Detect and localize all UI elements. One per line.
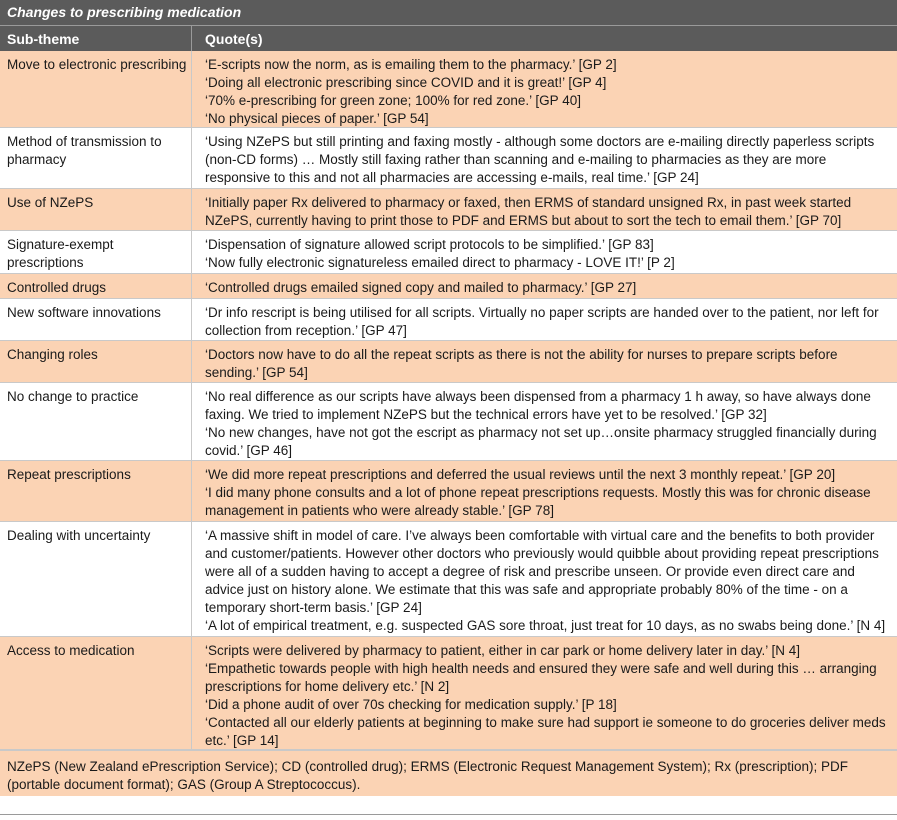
quote: ‘E-scripts now the norm, as is emailing them to the pharmacy.’ [GP 2]: [205, 57, 617, 72]
table-row: [0, 341, 897, 383]
quote: ‘We did more repeat prescriptions and deferred the usual reviews until the next 3 monthly repeat.’ [GP 20]: [205, 467, 836, 482]
quote: ‘Initially paper Rx delivered to pharmacy or faxed, then ERMS of standard unsigned Rx, in past week started NZePS, currently having to print those to PDF and ERMS but about to sort the tech to email them.’ [GP 70]: [205, 195, 852, 228]
quote: ‘Doctors now have to do all the repeat scripts as there is not the ability for nurses to prepare scripts before sending.’ [GP 54]: [205, 347, 838, 380]
quote: ‘Did a phone audit of over 70s checking for medication supply.’ [P 18]: [205, 697, 617, 712]
row-subtheme: Dealing with uncertainty: [0, 522, 192, 636]
table-row: [0, 299, 897, 341]
row-quotes: [192, 383, 897, 460]
quote: ‘Contacted all our elderly patients at beginning to make sure had support ie someone to do groceries deliver meds etc.’ [GP 14]: [205, 715, 886, 748]
table-row: [0, 189, 897, 231]
row-quotes: [192, 189, 897, 230]
quote: ‘A lot of empirical treatment, e.g. suspected GAS sore throat, just treat for 10 days, as no swabs being done.’ [N 4]: [205, 618, 886, 633]
bottom-rule: [0, 814, 897, 815]
row-subtheme: Method of transmission to pharmacy: [0, 128, 192, 188]
table-row: [0, 231, 897, 274]
row-subtheme: Signature-exempt prescriptions: [0, 231, 192, 273]
quote: ‘Doing all electronic prescribing since COVID and it is great!’ [GP 4]: [205, 75, 607, 90]
table-row: [0, 522, 897, 637]
table-row: [0, 51, 897, 128]
row-quotes: [192, 299, 897, 340]
quote: ‘Controlled drugs emailed signed copy and mailed to pharmacy.’ [GP 27]: [205, 280, 637, 295]
quote: ‘Using NZePS but still printing and faxing mostly - although some doctors are e-mailing directly paperless scripts (non-CD forms) … Mostly still faxing rather than scanning and e-mailing to pharmacies as they are more responsive to this and not all pharmacies are accessing e-mails, real time.’ [GP 24]: [205, 134, 875, 185]
table-header-row: [0, 25, 897, 51]
row-quotes: [192, 274, 897, 298]
row-quotes: [192, 637, 897, 749]
quote: ‘70% e-prescribing for green zone; 100% for red zone.’ [GP 40]: [205, 93, 581, 108]
row-subtheme: No change to practice: [0, 383, 192, 460]
row-subtheme: Move to electronic prescribing: [0, 51, 192, 127]
row-subtheme: Access to medication: [0, 637, 192, 749]
quote: ‘A massive shift in model of care. I’ve always been comfortable with virtual care and the benefits to both provider and customer/patients. However other doctors who previously would quibble about providing repeat prescriptions were all of a sudden having to accept a degree of risk and prescribe unseen. Or provide even direct care and advice just on history alone. We estimate that this was safe and appropriate probably 80% of the time - on a temporary short-term basis.’ [GP 24]: [205, 528, 879, 615]
row-subtheme: Changing roles: [0, 341, 192, 382]
quote: ‘No physical pieces of paper.’ [GP 54]: [205, 111, 429, 126]
header-subtheme: Sub-theme: [0, 26, 192, 51]
table-row: [0, 637, 897, 750]
quote: ‘No real difference as our scripts have always been dispensed from a pharmacy 1 h away, so have always done faxing. We tried to implement NZePS but the technical errors have yet to be resolved.’ [GP 32]: [205, 389, 871, 422]
row-subtheme: Use of NZePS: [0, 189, 192, 230]
quote: ‘Dr info rescript is being utilised for all scripts. Virtually no paper scripts are handed over to the patient, nor left for collection from reception.’ [GP 47]: [205, 305, 879, 338]
table-footnote: NZePS (New Zealand ePrescription Service); CD (controlled drug); ERMS (Electronic Request Management System); Rx (prescription); PDF (portable document format); GAS (Group A Streptococcus).: [0, 750, 897, 796]
quote: ‘Now fully electronic signatureless emailed direct to pharmacy - LOVE IT!’ [P 2]: [205, 255, 675, 270]
table-row: [0, 128, 897, 189]
row-subtheme: Controlled drugs: [0, 274, 192, 298]
quote: ‘Empathetic towards people with high health needs and ensured they were safe and well during this … arranging prescriptions for home delivery etc.’ [N 2]: [205, 661, 877, 694]
quote: ‘Scripts were delivered by pharmacy to patient, either in car park or home delivery later in day.’ [N 4]: [205, 643, 801, 658]
row-quotes: [192, 461, 897, 521]
quote: ‘I did many phone consults and a lot of phone repeat prescriptions requests. Mostly this was for chronic disease management in patients who were already stable.’ [GP 78]: [205, 485, 871, 518]
table-row: [0, 383, 897, 461]
table-row: [0, 274, 897, 299]
row-subtheme: New software innovations: [0, 299, 192, 340]
row-quotes: [192, 128, 897, 188]
table-row: [0, 461, 897, 522]
row-quotes: [192, 51, 897, 127]
row-subtheme: Repeat prescriptions: [0, 461, 192, 521]
quote: ‘Dispensation of signature allowed script protocols to be simplified.’ [GP 83]: [205, 237, 654, 252]
quote: ‘No new changes, have not got the escript as pharmacy not set up…onsite pharmacy struggled financially during covid.’ [GP 46]: [205, 425, 877, 458]
row-quotes: [192, 341, 897, 382]
header-quotes: Quote(s): [205, 31, 263, 47]
table-title: Changes to prescribing medication: [0, 0, 897, 25]
row-quotes: [192, 522, 897, 636]
row-quotes: [192, 231, 897, 273]
